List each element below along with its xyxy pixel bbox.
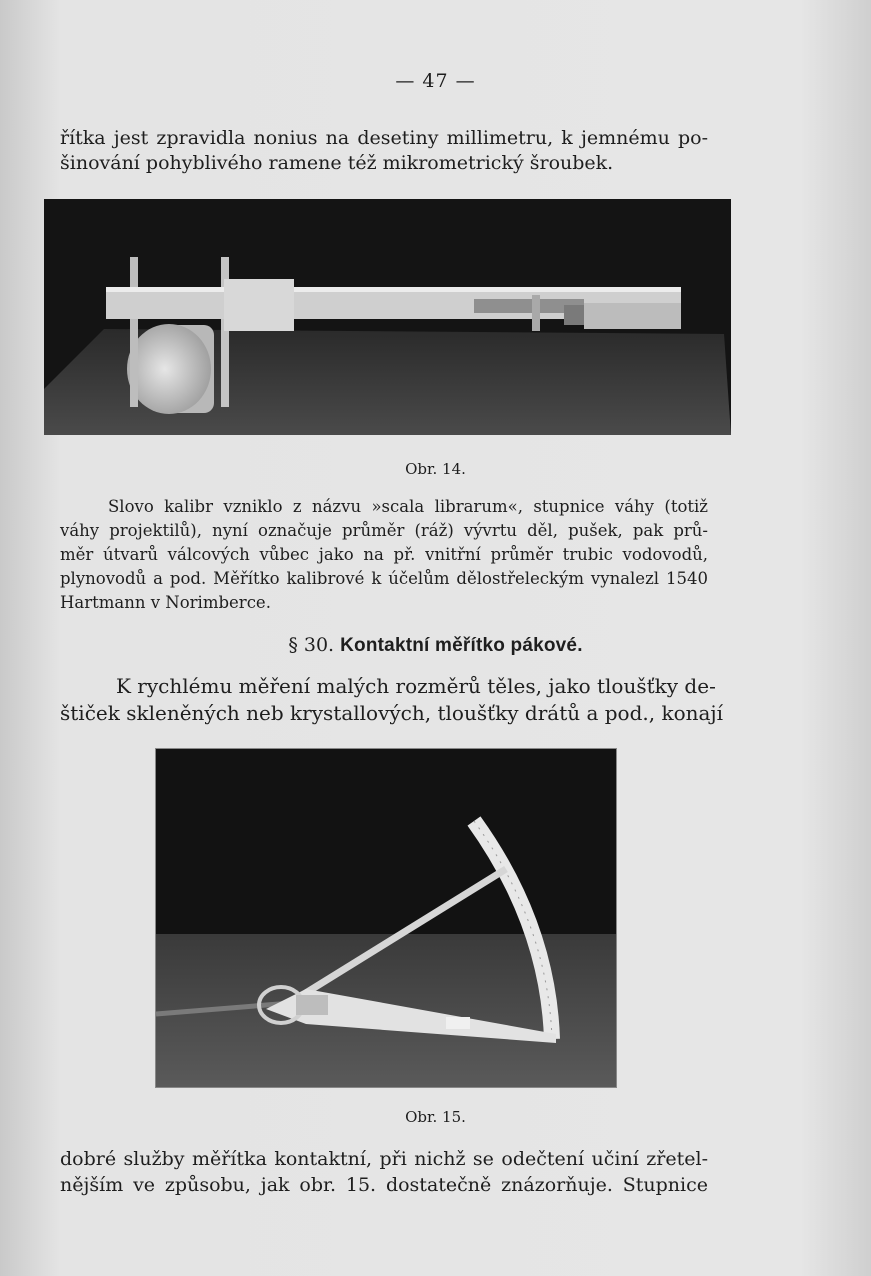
figure-14-photo	[44, 199, 731, 435]
lever-gauge-photo-icon	[156, 749, 616, 1087]
intro-paragraph	[60, 126, 708, 176]
section-heading	[0, 634, 871, 657]
section-paragraph	[60, 673, 724, 727]
text-line: K rychlému měření malých rozměrů těles, jako tloušťky de-	[116, 674, 716, 698]
figure-15-photo	[155, 748, 617, 1088]
text-line: Slovo kalibr vzniklo z názvu »scala librarum«, stupnice váhy (totiž	[108, 497, 708, 516]
closing-paragraph	[60, 1146, 708, 1198]
text-line: měr útvarů válcových vůbec jako na př. vnitřní průměr trubic vodovodů,	[60, 545, 708, 564]
figure-14-caption: Obr. 14.	[405, 460, 466, 478]
text-line: Hartmann v Norimberce.	[60, 593, 271, 612]
text-line: řítka jest zpravidla nonius na desetiny millimetru, k jemnému po-	[60, 127, 708, 149]
kalibr-paragraph	[60, 495, 708, 615]
text-line: dobré služby měřítka kontaktní, při nichž se odečtení učiní zřetel-	[60, 1148, 708, 1170]
text-line: štiček skleněných neb krystallových, tloušťky drátů a pod., konají	[60, 701, 724, 725]
caliper-photo-icon	[44, 199, 731, 435]
section-number: § 30.	[288, 634, 335, 656]
text-line: šinování pohyblivého ramene též mikrometrický šroubek.	[60, 152, 614, 174]
text-line: plynovodů a pod. Měřítko kalibrové k účelům dělostřeleckým vynalezl 1540	[60, 569, 708, 588]
text-line: váhy projektilů), nyní označuje průměr (ráž) vývrtu děl, pušek, pak prů-	[60, 521, 708, 540]
section-title: Kontaktní měřítko pákové.	[340, 635, 583, 656]
figure-15-caption: Obr. 15.	[405, 1108, 466, 1126]
text-line: nějším ve způsobu, jak obr. 15. dostatečně znázorňuje. Stupnice	[60, 1174, 708, 1196]
page-number: — 47 —	[395, 70, 476, 92]
